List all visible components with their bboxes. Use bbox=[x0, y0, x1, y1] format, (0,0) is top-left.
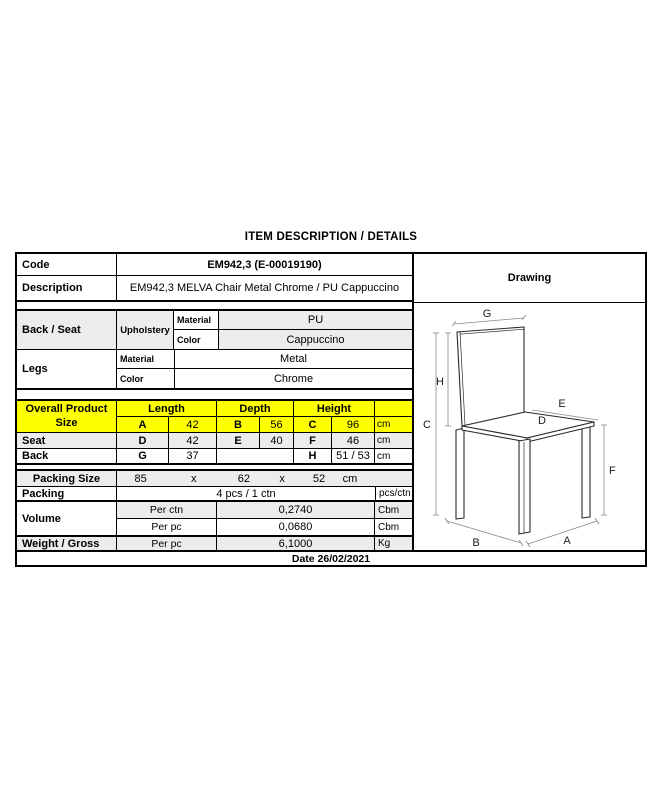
legs-material-label: Material bbox=[117, 350, 175, 368]
volume-per-pc-unit: Cbm bbox=[378, 521, 400, 533]
dim-key: E bbox=[217, 433, 260, 449]
legs-color-value: Chrome bbox=[273, 372, 314, 385]
legs-section bbox=[17, 350, 412, 390]
item-details-table bbox=[15, 252, 647, 567]
packing-value: 4 pcs / 1 ctn bbox=[216, 487, 276, 500]
dim-label-g: G bbox=[482, 308, 492, 320]
date-row: Date 26/02/2021 bbox=[17, 550, 645, 565]
back-seat-label: Back / Seat bbox=[17, 311, 117, 349]
dim-key: H bbox=[294, 449, 332, 463]
drawing-header: Drawing bbox=[414, 254, 645, 303]
spec-columns bbox=[17, 254, 414, 550]
per-pc-label: Per pc bbox=[117, 519, 217, 535]
chair-drawing bbox=[414, 303, 645, 550]
dim-unit: cm bbox=[377, 450, 391, 462]
weight-label: Weight / Gross bbox=[17, 537, 117, 550]
length-header: Length bbox=[117, 401, 217, 417]
description-value: EM942,3 MELVA Chair Metal Chrome / PU Cappuccino bbox=[129, 282, 400, 294]
legs-material-row bbox=[117, 350, 412, 369]
description-row bbox=[17, 276, 412, 302]
dim-label-e: E bbox=[558, 398, 566, 410]
dim-label-h: H bbox=[436, 376, 444, 388]
dim-label-a: A bbox=[563, 535, 571, 547]
weight-value: 6,1000 bbox=[217, 537, 375, 550]
legs-color-row bbox=[117, 369, 412, 388]
packing-row bbox=[17, 487, 412, 502]
dim-value: 51 / 53 bbox=[332, 449, 375, 463]
overall-size-label: Overall Product Size bbox=[17, 401, 117, 433]
code-value: EM942,3 (E-00019190) bbox=[207, 258, 322, 271]
page-title: ITEM DESCRIPTION / DETAILS bbox=[244, 231, 418, 243]
dim-label-c: C bbox=[423, 419, 431, 431]
dim-value: 42 bbox=[169, 417, 217, 433]
dim-empty bbox=[217, 449, 294, 463]
description-label: Description bbox=[17, 276, 117, 300]
packing-size-x: x bbox=[279, 472, 285, 485]
packing-unit: pcs/ctn bbox=[375, 487, 412, 500]
packing-size-label: Packing Size bbox=[17, 471, 117, 486]
volume-section bbox=[17, 502, 412, 537]
packing-size-height: 52 bbox=[312, 472, 326, 485]
weight-unit: Kg bbox=[378, 538, 391, 549]
volume-per-ctn-row bbox=[117, 502, 412, 519]
dim-unit: cm bbox=[375, 433, 412, 449]
dim-key: C bbox=[294, 417, 332, 433]
seat-row-label: Seat bbox=[17, 433, 117, 449]
volume-per-pc-value: 0,0680 bbox=[217, 519, 375, 535]
packing-size-values bbox=[117, 471, 412, 486]
dim-value: 40 bbox=[260, 433, 294, 449]
packing-size-unit: cm bbox=[342, 472, 358, 485]
dim-value: 42 bbox=[169, 433, 217, 449]
back-seat-color-value: Cappuccino bbox=[219, 330, 412, 349]
dim-label-b: B bbox=[472, 537, 480, 549]
legs-label: Legs bbox=[17, 350, 117, 388]
dim-label-f: F bbox=[609, 465, 616, 477]
packing-size-row bbox=[17, 471, 412, 487]
height-header: Height bbox=[294, 401, 375, 417]
dim-value: 46 bbox=[332, 433, 375, 449]
back-seat-material-row bbox=[174, 311, 412, 330]
upholstery-label: Upholstery bbox=[117, 311, 174, 349]
weight-per-label: Per pc bbox=[117, 537, 217, 550]
dim-label-d: D bbox=[538, 415, 546, 427]
code-label: Code bbox=[17, 254, 117, 275]
unit-header-empty bbox=[375, 401, 412, 417]
spacer bbox=[17, 390, 412, 401]
dim-key: A bbox=[117, 417, 169, 433]
dim-key: D bbox=[117, 433, 169, 449]
depth-header: Depth bbox=[217, 401, 294, 417]
color-label: Color bbox=[174, 330, 219, 349]
dim-key: F bbox=[294, 433, 332, 449]
packing-label: Packing bbox=[17, 487, 117, 500]
back-seat-material-value: PU bbox=[219, 311, 412, 329]
legs-color-label: Color bbox=[117, 369, 175, 388]
volume-label: Volume bbox=[17, 502, 117, 535]
table-body bbox=[17, 254, 645, 550]
code-row bbox=[17, 254, 412, 276]
dim-key: G bbox=[117, 449, 169, 463]
dim-unit: cm bbox=[375, 417, 412, 433]
drawing-column bbox=[414, 254, 645, 550]
spacer bbox=[17, 302, 412, 311]
volume-per-ctn-unit: Cbm bbox=[378, 504, 400, 516]
packing-size-depth: 62 bbox=[237, 472, 250, 485]
per-ctn-label: Per ctn bbox=[117, 502, 217, 518]
packing-size-x: x bbox=[190, 472, 197, 485]
dim-value: 96 bbox=[332, 417, 375, 433]
size-table bbox=[17, 401, 412, 465]
back-row-label: Back bbox=[17, 449, 117, 463]
packing-size-length: 85 bbox=[134, 472, 147, 485]
dim-value: 37 bbox=[169, 449, 217, 463]
legs-material-value: Metal bbox=[280, 353, 307, 365]
back-seat-section bbox=[17, 311, 412, 350]
back-seat-color-row bbox=[174, 330, 412, 349]
chair-line-drawing-svg bbox=[414, 303, 645, 550]
dim-value: 56 bbox=[260, 417, 294, 433]
volume-per-pc-row bbox=[117, 519, 412, 535]
weight-row bbox=[17, 537, 412, 550]
material-label: Material bbox=[174, 311, 219, 329]
dim-key: B bbox=[217, 417, 260, 433]
volume-per-ctn-value: 0,2740 bbox=[217, 502, 375, 518]
